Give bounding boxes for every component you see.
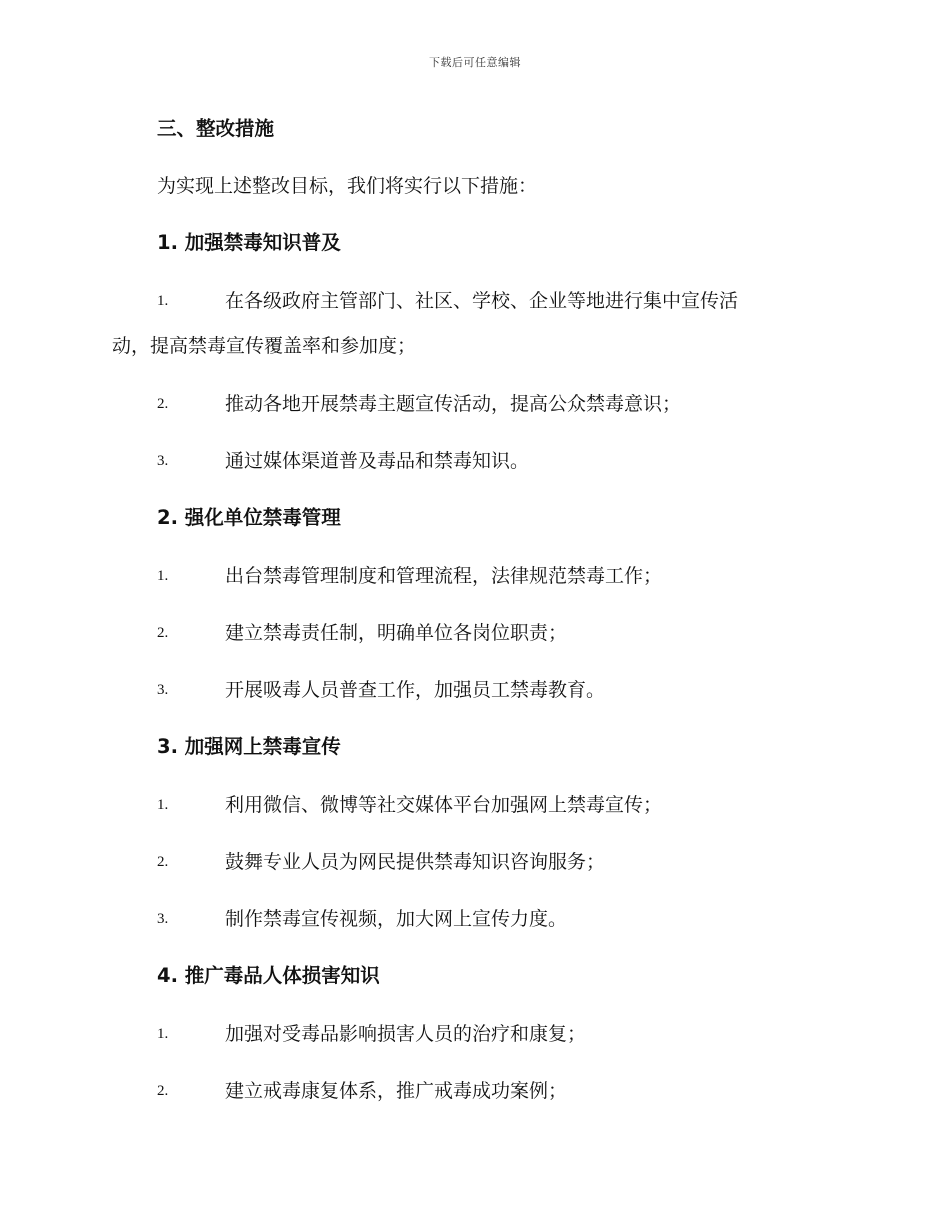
- list-item-number: 2.: [157, 396, 169, 412]
- list-item-text: 出台禁毒管理制度和管理流程，法律规范禁毒工作；: [225, 565, 663, 587]
- list-item-number: 1.: [157, 293, 169, 309]
- list-item-text: 推动各地开展禁毒主题宣传活动，提高公众禁毒意识；: [225, 393, 682, 415]
- list-item-number: 1.: [157, 1026, 169, 1042]
- group-heading-3: 3. 加强网上禁毒宣传: [157, 735, 341, 758]
- list-item-number: 2.: [157, 625, 169, 641]
- list-item-text: 建立戒毒康复体系，推广戒毒成功案例；: [225, 1080, 568, 1102]
- list-item-number: 1.: [157, 568, 169, 584]
- list-item-text: 开展吸毒人员普查工作，加强员工禁毒教育。: [225, 679, 606, 701]
- list-item-number: 3.: [157, 682, 169, 698]
- list-item-text: 制作禁毒宣传视频，加大网上宣传力度。: [225, 908, 568, 930]
- list-item-number: 1.: [157, 797, 169, 813]
- list-item-number: 3.: [157, 453, 169, 469]
- list-item-number: 2.: [157, 854, 169, 870]
- list-item-text: 鼓舞专业人员为网民提供禁毒知识咨询服务；: [225, 851, 606, 873]
- list-item-number: 3.: [157, 911, 169, 927]
- page-header: 下载后可任意编辑: [429, 56, 521, 69]
- intro-paragraph: 为实现上述整改目标，我们将实行以下措施：: [157, 175, 538, 197]
- list-item-text-continuation: 动，提高禁毒宣传覆盖率和参加度；: [112, 335, 417, 357]
- list-item-text: 加强对受毒品影响损害人员的治疗和康复；: [225, 1023, 587, 1045]
- section-title: 三、整改措施: [157, 117, 275, 140]
- list-item-text: 通过媒体渠道普及毒品和禁毒知识。: [225, 450, 530, 472]
- list-item-text: 利用微信、微博等社交媒体平台加强网上禁毒宣传；: [225, 794, 663, 816]
- group-heading-2: 2. 强化单位禁毒管理: [157, 506, 341, 529]
- list-item-number: 2.: [157, 1083, 169, 1099]
- group-heading-4: 4. 推广毒品人体损害知识: [157, 964, 380, 987]
- list-item-text: 建立禁毒责任制，明确单位各岗位职责；: [225, 622, 568, 644]
- group-heading-1: 1. 加强禁毒知识普及: [157, 231, 341, 254]
- list-item-text: 在各级政府主管部门、社区、学校、企业等地进行集中宣传活: [225, 290, 739, 312]
